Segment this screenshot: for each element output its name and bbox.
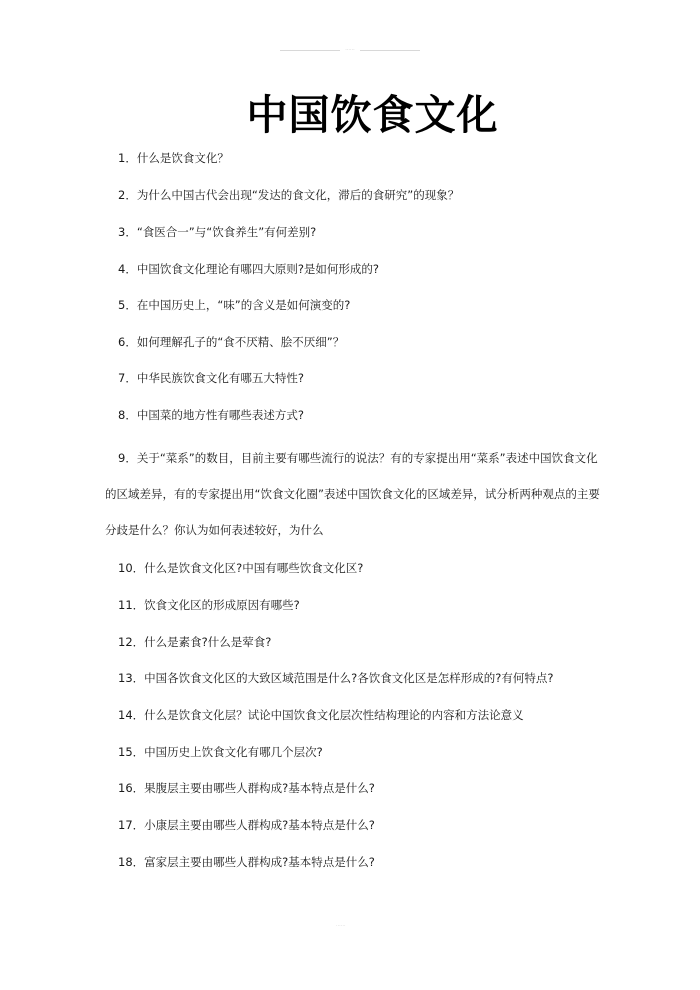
question-item: 5．在中国历史上，“味”的含义是如何演变的? <box>118 298 351 312</box>
question-item: 12．什么是素食?什么是荤食? <box>118 635 272 649</box>
question-item: 10．什么是饮食文化区?中国有哪些饮食文化区? <box>118 561 364 575</box>
question-item: 11．饮食文化区的形成原因有哪些? <box>118 598 300 612</box>
question-item: 7．中华民族饮食文化有哪五大特性? <box>118 371 304 385</box>
question-item: 14．什么是饮食文化层？试论中国饮食文化层次性结构理论的内容和方法论意义 <box>118 708 524 722</box>
question-item: 2．为什么中国古代会出现“发达的食文化，滞后的食研究”的现象？ <box>118 188 460 202</box>
question-item: 9．关于“菜系”的数目，目前主要有哪些流行的说法？有的专家提出用“菜系”表述中国饮食文化的区域差异，有的专家提出用“饮食文化圈”表述中国饮食文化的区域差异，试分析两种观点的主要分歧是什么？你认为如何表述较好，为什么 <box>105 451 600 537</box>
header-mark: ...... <box>340 45 360 53</box>
footer-mark: ...... <box>336 922 346 928</box>
question-item: 8．中国菜的地方性有哪些表述方式? <box>118 408 304 422</box>
question-item: 15．中国历史上饮食文化有哪几个层次? <box>118 745 323 759</box>
question-item: 6．如何理解孔子的“食不厌精、脍不厌细”？ <box>118 335 345 349</box>
question-item: 16．果腹层主要由哪些人群构成?基本特点是什么? <box>118 781 375 795</box>
question-item: 4．中国饮食文化理论有哪四大原则?是如何形成的? <box>118 262 380 276</box>
question-item: 1．什么是饮食文化？ <box>118 151 229 165</box>
question-item: 3．“食医合一”与“饮食养生”有何差别? <box>118 225 317 239</box>
question-item: 13．中国各饮食文化区的大致区域范围是什么?各饮食文化区是怎样形成的?有何特点? <box>118 671 554 685</box>
question-item: 17．小康层主要由哪些人群构成?基本特点是什么? <box>118 818 375 832</box>
document-title: 中国饮食文化 <box>246 91 499 139</box>
question-item: 18．富家层主要由哪些人群构成?基本特点是什么? <box>118 855 375 869</box>
